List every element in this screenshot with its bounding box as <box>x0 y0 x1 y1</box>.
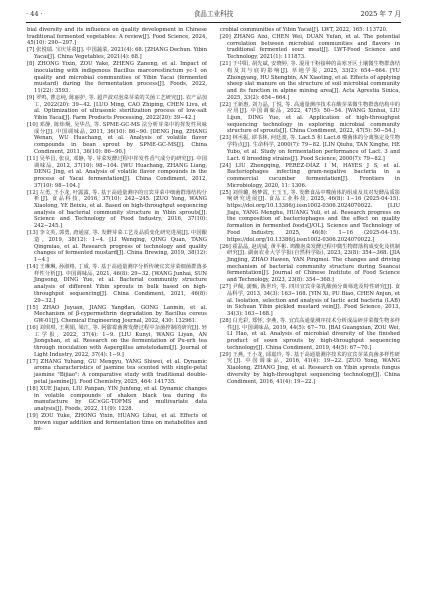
reference-item: [22] 王新惠, 刘力晶, 丁悦, 等. 高通量测序技术在酸芽菜微生物群落结构中的应用[J]. 中国调味品, 2022, 47(5): 50−54. [WANG Xinhui, LIU Lijun, DING Yue, et al. Application of high-throughput sequencing technology in exploring microbial community structure of sprouts[J]. China Condiment, 2022, 47(5): 50−54.] <box>220 101 400 135</box>
references-right-column <box>220 27 400 587</box>
issue-date: 2025 年 7 月 <box>360 10 401 18</box>
reference-item: [17] ZHANG Yuhang, GU Mengyu, YANG Shiwei, et al. Dynamic aroma characteristics of jasmine tea scented with single-petal jasmine "Bijiao": A comparative study with traditional double-petal jasmine[J]. Food Chemistry, 2025, 464: 141735. <box>27 358 207 385</box>
references-left-column <box>27 27 207 587</box>
reference-item: [13] 李文英, 郭勇, 唐通富, 等. 发酵芽菜工艺及品质变化研究进展[J]. 中国酿造, 2019, 38(12): 1−4. [LI Wenqing, QING Quan, TANG Qingmiao, et al. Research progress of technology and quality changes of fermented mustard[J]. China Brewing, 2019, 38(12): 1−4.] <box>27 230 207 263</box>
reference-item: [20] ZHANG Aixi, CHEN Wei, DUAN Yufan, et al. The potential correlation between microbial communities and flavors in traditional fermented sour meat[J]. LWT-Food Science and Technology, 2021(1): 111873. <box>220 34 400 61</box>
reference-item: [26] 霍晶晶, 赵虎威, 黄平彬. 鸡酸泡菜发酵过程中微生物群落构成变化及机制研究[J]. 湖南农业大学学报(自然科学版), 2023, 23(8): 354−368. [JIA Jingjing, ZHAO Hawen, YAN Pingmei. The changes and driving mechanism of bacterial community structure during Suancai fermentation[J]. Journal of Chinese Institute of Food Science and Technology, 2023, 23(8): 354−368.] <box>220 243 400 284</box>
page-number: · 44 · <box>26 10 43 18</box>
journal-name: 食品工业科技 <box>193 10 234 18</box>
reference-item: [18] XUE Jiajun, LIU Panpan, YIN Junfeng, et al. Dynamic changes in volatile compounds of shaken black tea during its manufacture by GC×GC-TOFMS and multivariate data analysis[J]. Foods, 2022, 11(9): 1228. <box>27 385 207 412</box>
reference-item: [19] ZOU Yuke, ZHONG Yixin, HUANG Lihui, et al. Effects of brown sugar addition and fermentation time on metabolites and mi- <box>27 412 207 433</box>
reference-item: [12] 左勇, 王小龙, 叶露露, 等. 基于高通量测序的宜宾芽菜中细菌群落结构分析[J]. 食品科技, 2016, 37(10): 242−245. [ZUO Yong, WANG Xiaolong, YE Beixiu, et al. Based on high-throughput sequencing analysis of bacterial community structure in Yibin sprouts[J]. Science and Technology of Food Industry, 2016, 37(10): 242−245.] <box>27 189 207 230</box>
reference-item: [24] LIU Zhengqing, PÉREZ-DÍAZ I M, HAYES J S, et al. Bacteriophages infecting gram-negative bacteria in a commercial cucumber fermentation[J]. Frontiers in Microbiology, 2020, 11: 1306. <box>220 162 400 189</box>
reference-item: [7] 张悦瑞. 宝庆芽菜[J]. 中国蔬菜, 2021(4): 68. [ZHANG Dechun. Yibin Yacai[J]. China Vegetables, 2021(4): 68.] <box>27 47 207 61</box>
reference-item: [11] 吴华昌, 张良, 邓静, 等. 芽菜发酵过程中挥发性香气成分的研究[J]. 中国调味品, 2012, 37(10): 98−104. [WU Huachang, ZHANG Liang, DENG Jing, et al. Analysis of volatile flavor compounds in the process of Yacai fermentation[J]. China Condiment, 2012, 37(10): 98−104.] <box>27 155 207 189</box>
reference-item: [9] 罗鸣, 曹志纯, 陈丽护, 等. 超声波对泡菜芽菜的关菌工艺研究[J]. 农产品加工, 2022(20): 39−42. [LUO Ming, CAO Zhiping, CHEN Livu, et al. Optimization of ultrasonic sterilization process of low-salt Yibin Yacai[J]. Farm Products Processing, 2022(20): 39−42.] <box>27 94 207 122</box>
reference-item: [14] 王琳琳, 孙淑格, 丁成, 等. 基于高通量测序分析传统宜宾芽菜细菌群落多样性分析[J]. 中国调味品, 2021, 46(8): 29−32. [WANG Junhai, SUN Jingsong, DING Yue, et al. Bacterial community structure analysis of different Yibin sprouts in bulk based on high-throughput sequencing[J]. China Condiment, 2021, 46(8): 29−32.] <box>27 263 207 304</box>
reference-item: [15] ZHAO Juyuan, JIANG Yangdan, GONG Lanmin, et al. Mechanism of β-cypermethrin degradation by Bacillus cereus GW-01[J]. Chemical Engineering Journal, 2022, 430: 132961. <box>27 304 207 324</box>
page-header <box>26 8 401 20</box>
reference-item: [21] 于中阳, 胡先斌, 安晓婷, 等. 混用干粉接种的高寒牙区土壤微生物群落结构及其与底的影响[J]. 草地学报, 2025, 33(2): 654−664. [YU Zhongyang, HU Shengbin, AN Xiaoting, et al. Effects of applying sheep slat manure on the structure of soil microbial community and its function in alpine mining area[J]. Acta Agrestia Sinica, 2025, 33(2): 654−664.] <box>220 61 400 101</box>
reference-item: [28] 白光彩, 郑怀, 李燕, 等. 宜宾高通量测序技术分析成品碎芽菜微生物多样性[J]. 中国调味品, 2019, 44(5): 67−70. [BAI Guangxian, ZOU Wei, LI Hao, et al. Analysis of microbial diversity of the finished product of sown sprouts by high-throughput sequencing technology[J]. China Condiment, 2019, 44(5): 67−70.] <box>220 317 400 351</box>
reference-item: [10] 邓静, 陈炜炯, 吴华昌, 等. SPME-GC-MS 法分析芽菜中的挥发性风味成分[J]. 中国调味品, 2011, 36(10): 86−90. [DENG Jing, ZHANG Wenan, WU Huachang, et al. Analysis of volatile flavor compounds in bean sprout by SPME-GC-MS[J]. China Condiment, 2011, 36(10): 86−90.] <box>27 122 207 155</box>
reference-item: [27] 尹佩, 蒲甄, 陈世玲, 等. 四川宜宾芽菜乳酸菌分离筛选及特性研究[J]. 食品科学, 2013, 34(3): 163−168. [YIN Xi, PU Biao, CHEN Anjun, et al. Isolation, selection and analysis of lactic acid bacteria (LAB) in Sichuan Yibin pickled mustard vein[J]. Food Science, 2013, 34(3): 163−168.] <box>220 284 400 317</box>
reference-item: [25] 刘佳璐, 杨梦霞, 王玉玉, 等. 发酵食品中噬菌体的组成及其对发酵品质影响研究进展[J]. 食品工业科技, 2025, 46(8): 1−16 (2025-04-15). https://doi.org/10.13386/j.issn1002-0306.2024070022. [LIU Jiaju, YANG Menghu, HUANG Yuli, et al. Research progress on the composition of bacteriophages and the effect on quality formation in fermented foods[J/OL]. Science and Technology of Food Industry, 2025, 46(8): 1−16 (2025-04-15). https://doi.org/10.13386/j.issn1002-0306.2024070022.] <box>220 189 400 243</box>
header-rule <box>26 22 401 23</box>
reference-item: [8] ZHONG Yixin, ZOU Yake, ZHENG Zaneng, et al. Impact of inoculating with indigenous Bacillus marcorestinctum yc-1 on quality and microbial communities of Yibin Yacai (fermented mustard) during the fermentation process[J]. Foods, 2022, 11(22): 3593. <box>27 61 207 94</box>
reference-item: bial diversity and its influence on quality development in Chinese traditional fermented vegetables: A review[J]. Food Science, 2024, 45(10): 290−297.] <box>27 27 207 47</box>
reference-item: [23] 林丞振, 谭书林, 何廷波, 等. Lact.5 和 Lact.6 噬菌体的分离鉴定及生物学特点[J]. 生命科学, 2000(7): 79−82. [LIN Qiuhu, TAN Xinghe, HE Yubo, et al. Study on fermentation performance of Lact. 3 and Lact. 6 breeding strains[J]. Food Science, 2000(7): 79−82.] <box>220 135 400 162</box>
reference-item: [16] 刘琪琪, 王利娟, 梁江, 等. 阿甜霉菌酱发酵过程中杂菌控制的研究[J]. 轻工学报, 2022, 37(4): 1−9. [LIU Kunyi, WANG Liyan, AN Jiongshan, et al. Research on the fermentation of Pu-erh tea through inoculation with Aspergillus amstelodami[J]. Journal of Light Industry, 2022, 37(4): 1−9.] <box>27 324 207 358</box>
reference-item: [29] 王燕, 王小龙, 邱嘉玲, 等. 基于高通量测序技术的宜宾芽菜真菌多样性研究[J]. 中国调味品, 2016, 41(4): 19−22. [ZUO Yong, WANG Xiaolong, ZHANG Jing, et al. Research on Yibin sprouts fungus diversity by high-throughput sequencing technology[J]. China Condiment, 2016, 41(4): 19−22.] <box>220 351 400 385</box>
reference-item: crobial communities of Yibin Yacai[J]. LWT, 2022, 165: 113720. <box>220 27 388 33</box>
